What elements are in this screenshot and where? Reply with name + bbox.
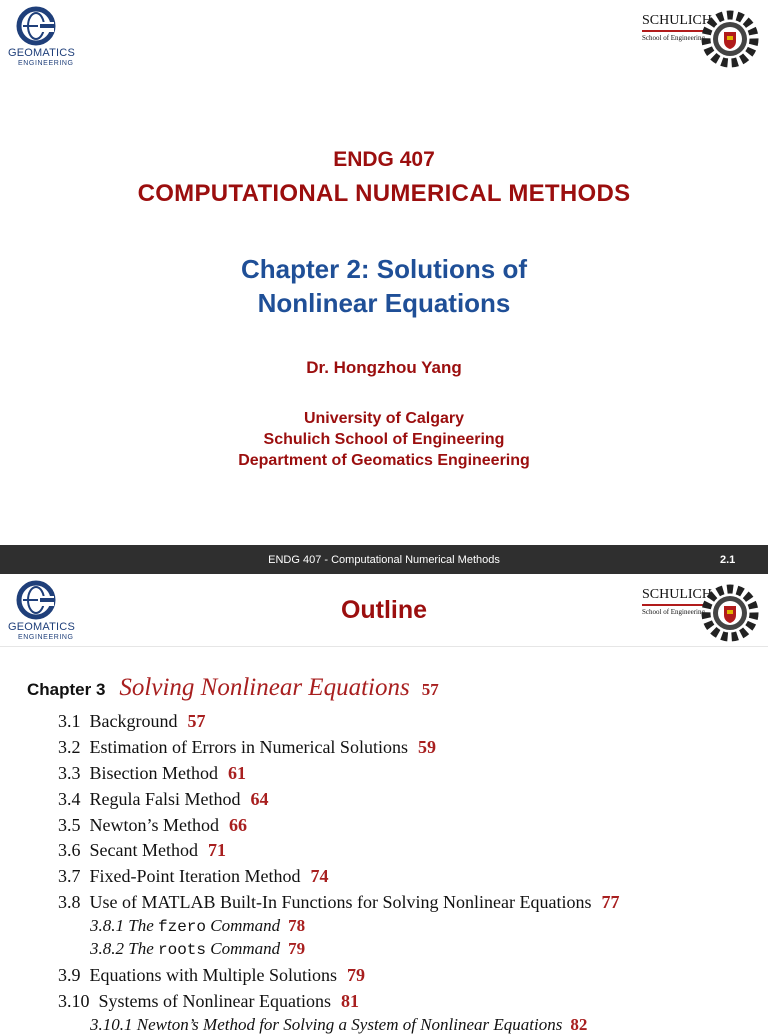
divider xyxy=(0,646,768,647)
toc-item xyxy=(58,789,269,810)
chapter-title-line: Nonlinear Equations xyxy=(257,288,511,318)
logo-subtext: ENGINEERING xyxy=(18,634,74,641)
chapter-title-line: Chapter 2: Solutions of xyxy=(241,254,527,284)
toc-page: 82 xyxy=(570,1015,588,1034)
toc-num: 3.7 xyxy=(58,866,81,886)
toc-num: 3.8.2 xyxy=(90,939,124,958)
schulich-logo xyxy=(640,8,762,70)
author: Dr. Hongzhou Yang xyxy=(306,358,462,377)
affiliation-line: Department of Geomatics Engineering xyxy=(238,452,530,469)
outline-title: Outline xyxy=(340,596,428,624)
toc-label: Newton’s Method xyxy=(89,815,219,835)
schulich-logo xyxy=(640,582,762,644)
toc-num: 3.1 xyxy=(58,711,81,731)
toc-num: 3.2 xyxy=(58,737,81,757)
schulich-subtext: School of Engineering xyxy=(642,34,705,42)
toc-label: Command xyxy=(210,939,281,958)
toc-item xyxy=(58,763,246,784)
toc-label: Use of MATLAB Built-In Functions for Solving Nonlinear Equations xyxy=(89,892,592,912)
footer-course-text: ENDG 407 - Computational Numerical Methods xyxy=(268,554,500,566)
toc-code: fzero xyxy=(158,918,207,936)
toc-num: 3.5 xyxy=(58,815,81,835)
gear-icon xyxy=(698,8,762,70)
toc-label: Regula Falsi Method xyxy=(89,789,241,809)
logo-wordmark: GEOMATICS xyxy=(8,47,75,59)
toc-num: 3.6 xyxy=(58,840,81,860)
outline-slide xyxy=(0,574,768,1034)
toc-label: The xyxy=(128,916,154,935)
toc-page: 81 xyxy=(340,991,359,1011)
toc-label: Bisection Method xyxy=(89,763,218,783)
toc-label: Background xyxy=(89,711,178,731)
toc-num: 3.4 xyxy=(58,789,81,809)
toc-label: Systems of Nonlinear Equations xyxy=(98,991,331,1011)
toc-label: Newton’s Method for Solving a System of Nonlinear Equations xyxy=(136,1015,563,1034)
toc-label: The xyxy=(128,939,154,958)
toc-code: roots xyxy=(158,941,207,959)
toc-item xyxy=(58,866,328,887)
toc-page: 64 xyxy=(250,789,269,809)
schulich-wordmark: SCHULICH xyxy=(642,13,713,28)
toc-page: 66 xyxy=(229,815,247,835)
toc-page: 57 xyxy=(187,711,206,731)
toc-subitem xyxy=(90,939,305,959)
toc-page: 61 xyxy=(228,763,246,783)
toc-subitem xyxy=(90,916,305,936)
course-code: ENDG 407 xyxy=(333,148,435,171)
affiliation-line: University of Calgary xyxy=(303,410,465,427)
chapter-name: Solving Nonlinear Equations xyxy=(119,674,410,701)
schulich-wordmark: SCHULICH xyxy=(642,587,713,602)
toc-page: 59 xyxy=(417,737,436,757)
toc-page: 79 xyxy=(288,939,306,958)
logo-wordmark: GEOMATICS xyxy=(8,621,75,633)
affiliation xyxy=(0,408,768,471)
toc-num: 3.8 xyxy=(58,892,81,912)
logo-subtext: ENGINEERING xyxy=(18,60,74,67)
toc-num: 3.9 xyxy=(58,965,81,985)
course-title: COMPUTATIONAL NUMERICAL METHODS xyxy=(137,180,631,207)
toc-page: 78 xyxy=(288,916,306,935)
toc-label: Fixed-Point Iteration Method xyxy=(89,866,301,886)
toc-item xyxy=(58,965,365,986)
toc-item xyxy=(58,815,247,836)
toc-subitem xyxy=(90,1015,587,1035)
chapter-page: 57 xyxy=(421,680,439,699)
toc-item xyxy=(58,711,205,732)
gear-icon xyxy=(698,582,762,644)
slide-footer xyxy=(0,545,768,574)
toc-num: 3.3 xyxy=(58,763,81,783)
toc-item xyxy=(58,737,436,758)
geomatics-logo xyxy=(8,6,98,68)
toc-chapter-heading xyxy=(27,674,439,702)
toc-item xyxy=(58,892,619,913)
toc-page: 71 xyxy=(207,840,226,860)
toc-label: Secant Method xyxy=(89,840,198,860)
toc-page: 74 xyxy=(310,866,329,886)
toc-label: Equations with Multiple Solutions xyxy=(89,965,338,985)
chapter-title xyxy=(0,252,768,320)
slide-number: 2.1 xyxy=(720,554,736,566)
toc-label: Estimation of Errors in Numerical Solutions xyxy=(89,737,408,757)
toc-item xyxy=(58,840,226,861)
toc-page: 79 xyxy=(347,965,366,985)
toc-num: 3.10.1 xyxy=(90,1015,133,1034)
toc-item xyxy=(58,991,359,1012)
schulich-subtext: School of Engineering xyxy=(642,608,705,616)
toc-label: Command xyxy=(210,916,281,935)
chapter-label: Chapter 3 xyxy=(27,680,106,699)
toc-num: 3.8.1 xyxy=(90,916,124,935)
logo-divider xyxy=(642,30,704,32)
logo-divider xyxy=(642,604,704,606)
affiliation-line: Schulich School of Engineering xyxy=(263,431,505,448)
globe-icon xyxy=(16,6,58,46)
toc-page: 77 xyxy=(601,892,620,912)
toc-num: 3.10 xyxy=(58,991,90,1011)
